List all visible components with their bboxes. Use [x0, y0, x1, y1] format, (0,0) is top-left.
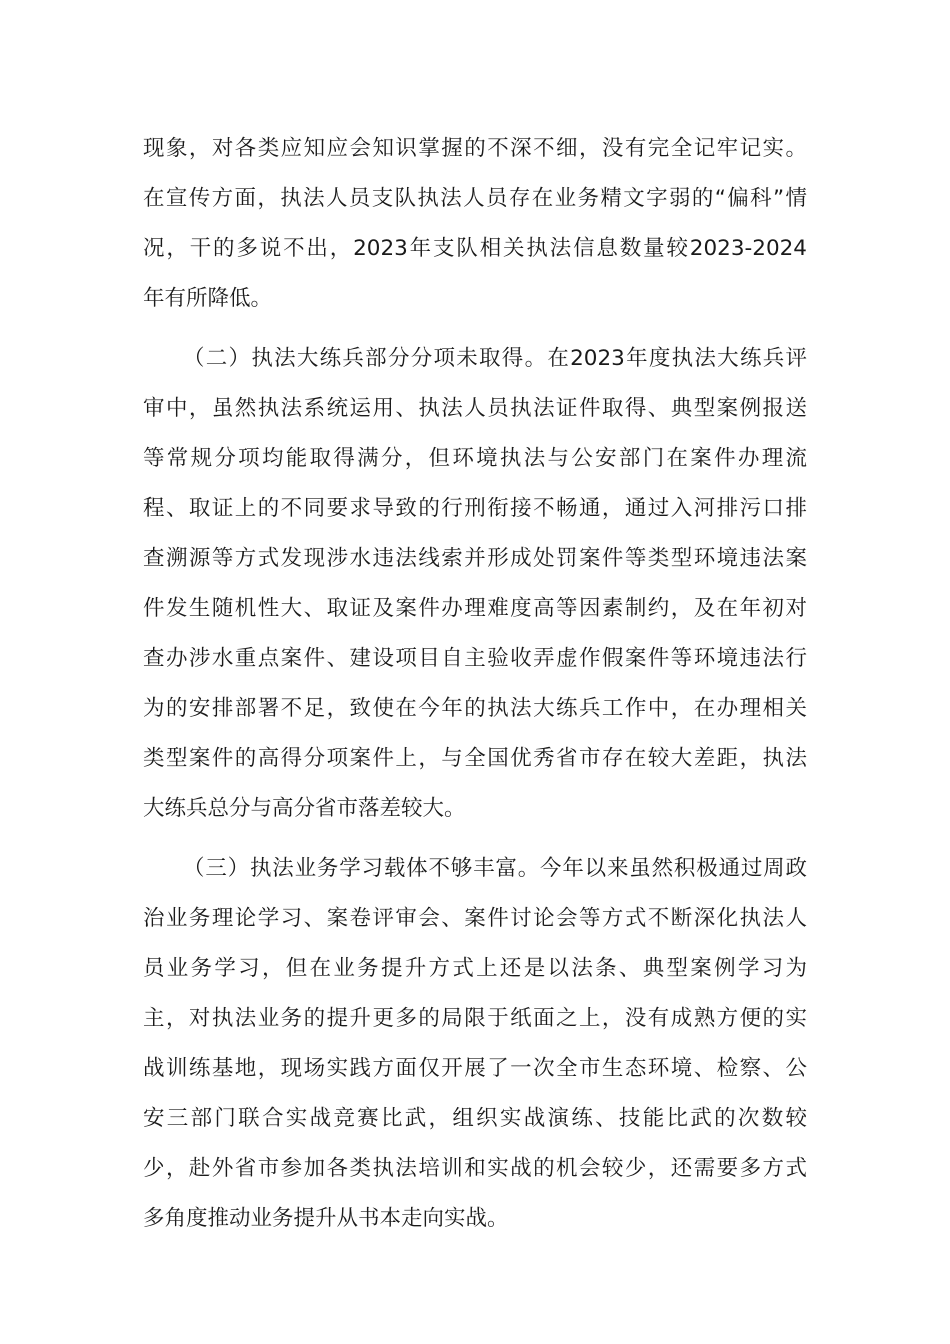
text-line: 在宣传方面，执法人员支队执法人员存在业务精文字弱的“偏科”情 — [143, 186, 807, 211]
document-page — [143, 124, 807, 1244]
paragraph-section-3 — [143, 844, 807, 1244]
text-line: 查溯源等方式发现涉水违法线索并形成处罚案件等类型环境违法案 — [143, 546, 807, 571]
paragraph-section-2 — [143, 334, 807, 834]
text-line: 审中，虽然执法系统运用、执法人员执法证件取得、典型案例报送 — [143, 396, 807, 421]
text-line: 况，干的多说不出，2023年支队相关执法信息数量较2023-2024 — [143, 236, 807, 261]
text-line: 员业务学习，但在业务提升方式上还是以法条、典型案例学习为 — [143, 956, 807, 981]
text-line: 多角度推动业务提升从书本走向实战。 — [143, 1206, 509, 1231]
text-line: 战训练基地，现场实践方面仅开展了一次全市生态环境、检察、公 — [143, 1056, 807, 1081]
text-line: 年有所降低。 — [143, 286, 273, 311]
section-heading-line: （二）执法大练兵部分分项未取得。在2023年度执法大练兵评 — [183, 346, 807, 371]
text-line: 件发生随机性大、取证及案件办理难度高等因素制约，及在年初对 — [143, 596, 807, 621]
text-line: 程、取证上的不同要求导致的行刑衔接不畅通，通过入河排污口排 — [143, 496, 807, 521]
text-line: 查办涉水重点案件、建设项目自主验收弄虚作假案件等环境违法行 — [143, 646, 807, 671]
text-line: 现象，对各类应知应会知识掌握的不深不细，没有完全记牢记实。 — [143, 136, 807, 161]
text-line: 为的安排部署不足，致使在今年的执法大练兵工作中，在办理相关 — [143, 696, 807, 721]
section-heading-line: （三）执法业务学习载体不够丰富。今年以来虽然积极通过周政 — [183, 856, 807, 881]
text-line: 少，赴外省市参加各类执法培训和实战的机会较少，还需要多方式 — [143, 1156, 807, 1181]
text-line: 治业务理论学习、案卷评审会、案件讨论会等方式不断深化执法人 — [143, 906, 807, 931]
text-line: 大练兵总分与高分省市落差较大。 — [143, 796, 466, 821]
text-line: 主，对执法业务的提升更多的局限于纸面之上，没有成熟方便的实 — [143, 1006, 807, 1031]
paragraph-continuation — [143, 124, 807, 324]
text-line: 类型案件的高得分项案件上，与全国优秀省市存在较大差距，执法 — [143, 746, 807, 771]
text-line: 安三部门联合实战竞赛比武，组织实战演练、技能比武的次数较 — [143, 1106, 807, 1131]
text-line: 等常规分项均能取得满分，但环境执法与公安部门在案件办理流 — [143, 446, 807, 471]
